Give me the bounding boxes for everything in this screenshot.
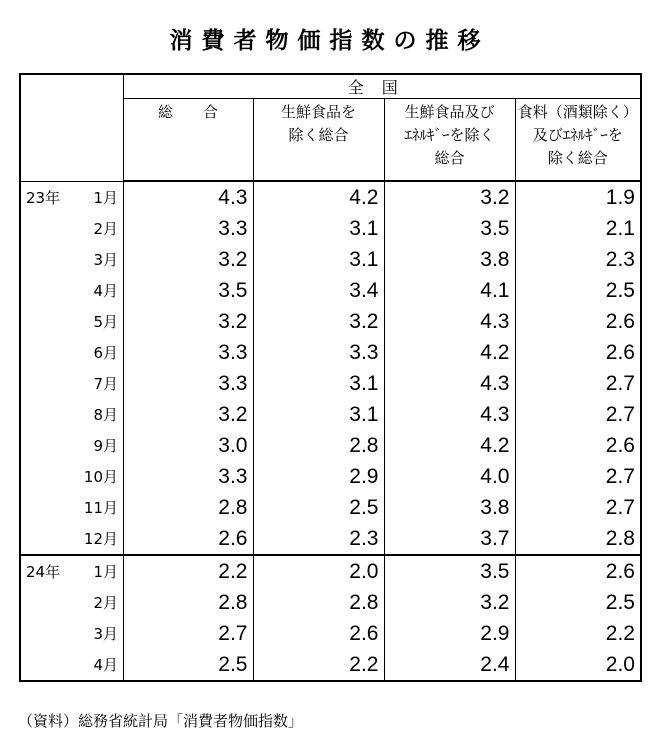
value-cell: 2.0 [253, 555, 384, 587]
column-header-1 [123, 99, 253, 182]
value-cell: 3.0 [123, 430, 253, 461]
column-header-3 [384, 99, 515, 182]
row-label-cell [20, 587, 123, 618]
year-label: 23年 [26, 188, 61, 207]
row-label-cell [20, 181, 123, 213]
value-cell: 2.5 [515, 275, 641, 306]
column-header-line: 総合 [434, 149, 465, 167]
value-cell: 4.0 [384, 461, 515, 492]
value-cell: 3.2 [384, 587, 515, 618]
row-label-cell [20, 461, 123, 492]
row-label-cell [20, 337, 123, 368]
row-label-cell [20, 430, 123, 461]
value-cell: 1.9 [515, 181, 641, 213]
value-cell: 3.3 [123, 368, 253, 399]
value-cell: 2.2 [123, 555, 253, 587]
value-cell: 2.6 [515, 306, 641, 337]
month-label: 12月 [83, 530, 118, 548]
table-row [20, 244, 641, 275]
value-cell: 3.8 [384, 244, 515, 275]
month-label: 1月 [93, 563, 118, 581]
value-cell: 3.2 [253, 306, 384, 337]
value-cell: 2.9 [384, 618, 515, 649]
table-row [20, 523, 641, 555]
column-header-line: 生鮮食品及び [404, 103, 495, 121]
row-label-cell [20, 244, 123, 275]
page-title: 消費者物価指数の推移 [169, 28, 490, 54]
value-cell: 2.6 [515, 430, 641, 461]
cpi-table [19, 73, 642, 682]
column-header-line: 食料（酒類除く） [517, 103, 638, 121]
value-cell: 3.5 [123, 275, 253, 306]
table-row [20, 306, 641, 337]
row-label-cell [20, 368, 123, 399]
header-corner-cell [20, 74, 123, 181]
row-label-cell [20, 275, 123, 306]
row-label-cell [20, 523, 123, 555]
table-row [20, 337, 641, 368]
value-cell: 3.7 [384, 523, 515, 555]
table-row [20, 275, 641, 306]
value-cell: 4.2 [384, 430, 515, 461]
table-row [20, 618, 641, 649]
column-header-2 [253, 99, 384, 182]
value-cell: 4.2 [253, 181, 384, 213]
table-row [20, 461, 641, 492]
value-cell: 2.8 [123, 492, 253, 523]
value-cell: 3.2 [384, 181, 515, 213]
value-cell: 2.5 [515, 587, 641, 618]
value-cell: 2.6 [123, 523, 253, 555]
month-label: 7月 [93, 375, 118, 393]
month-label: 3月 [93, 625, 118, 643]
value-cell: 2.7 [515, 461, 641, 492]
column-header-line: 生鮮食品を [280, 103, 356, 121]
table-row [20, 213, 641, 244]
value-cell: 3.1 [253, 368, 384, 399]
column-header-4 [515, 99, 641, 182]
month-label: 8月 [93, 406, 118, 424]
table-row [20, 399, 641, 430]
value-cell: 2.8 [253, 587, 384, 618]
value-cell: 2.9 [253, 461, 384, 492]
source-note: （資料）総務省統計局「消費者物価指数」 [18, 712, 304, 730]
value-cell: 4.3 [384, 399, 515, 430]
value-cell: 2.7 [123, 618, 253, 649]
value-cell: 4.1 [384, 275, 515, 306]
value-cell: 2.2 [515, 618, 641, 649]
row-label-cell [20, 213, 123, 244]
value-cell: 2.1 [515, 213, 641, 244]
value-cell: 2.8 [253, 430, 384, 461]
value-cell: 2.7 [515, 368, 641, 399]
row-label-cell [20, 555, 123, 587]
row-label-cell [20, 649, 123, 681]
value-cell: 2.7 [515, 399, 641, 430]
value-cell: 3.1 [253, 244, 384, 275]
row-label-cell [20, 306, 123, 337]
month-label: 11月 [83, 499, 118, 517]
month-label: 2月 [93, 220, 118, 238]
value-cell: 3.8 [384, 492, 515, 523]
value-cell: 3.2 [123, 399, 253, 430]
value-cell: 3.3 [123, 461, 253, 492]
value-cell: 3.5 [384, 213, 515, 244]
table-row [20, 649, 641, 681]
value-cell: 2.5 [253, 492, 384, 523]
year-label: 24年 [26, 563, 61, 581]
value-cell: 4.3 [384, 368, 515, 399]
value-cell: 3.3 [123, 337, 253, 368]
month-label: 10月 [83, 468, 118, 486]
value-cell: 3.1 [253, 399, 384, 430]
month-label: 3月 [93, 251, 118, 269]
value-cell: 4.3 [384, 306, 515, 337]
value-cell: 2.4 [384, 649, 515, 681]
column-header-line: 総 合 [157, 103, 218, 121]
header-area: 全国 [123, 74, 641, 99]
month-label: 4月 [93, 656, 118, 674]
month-label: 2月 [93, 594, 118, 612]
month-label: 9月 [93, 437, 118, 455]
column-header-line: 除く総合 [547, 149, 608, 167]
value-cell: 2.3 [253, 523, 384, 555]
value-cell: 3.4 [253, 275, 384, 306]
value-cell: 2.6 [515, 555, 641, 587]
value-cell: 2.2 [253, 649, 384, 681]
value-cell: 2.8 [515, 523, 641, 555]
table-row [20, 181, 641, 213]
column-header-line: ｴﾈﾙｷﾞｰを除く [404, 126, 495, 144]
row-label-cell [20, 618, 123, 649]
value-cell: 3.1 [253, 213, 384, 244]
value-cell: 2.8 [123, 587, 253, 618]
row-label-cell [20, 399, 123, 430]
value-cell: 3.2 [123, 306, 253, 337]
table-row [20, 555, 641, 587]
value-cell: 2.3 [515, 244, 641, 275]
table-row [20, 368, 641, 399]
table-row [20, 492, 641, 523]
month-label: 5月 [93, 313, 118, 331]
month-label: 6月 [93, 344, 118, 362]
value-cell: 2.5 [123, 649, 253, 681]
value-cell: 2.6 [253, 618, 384, 649]
value-cell: 2.0 [515, 649, 641, 681]
value-cell: 3.3 [123, 213, 253, 244]
value-cell: 2.7 [515, 492, 641, 523]
column-header-line: 除く総合 [288, 126, 349, 144]
value-cell: 4.2 [384, 337, 515, 368]
row-label-cell [20, 492, 123, 523]
month-label: 1月 [93, 188, 118, 207]
value-cell: 3.5 [384, 555, 515, 587]
value-cell: 4.3 [123, 181, 253, 213]
value-cell: 3.2 [123, 244, 253, 275]
value-cell: 2.6 [515, 337, 641, 368]
table-row [20, 587, 641, 618]
value-cell: 3.3 [253, 337, 384, 368]
column-header-line: 及びｴﾈﾙｷﾞｰを [532, 126, 623, 144]
table-row [20, 430, 641, 461]
month-label: 4月 [93, 282, 118, 300]
